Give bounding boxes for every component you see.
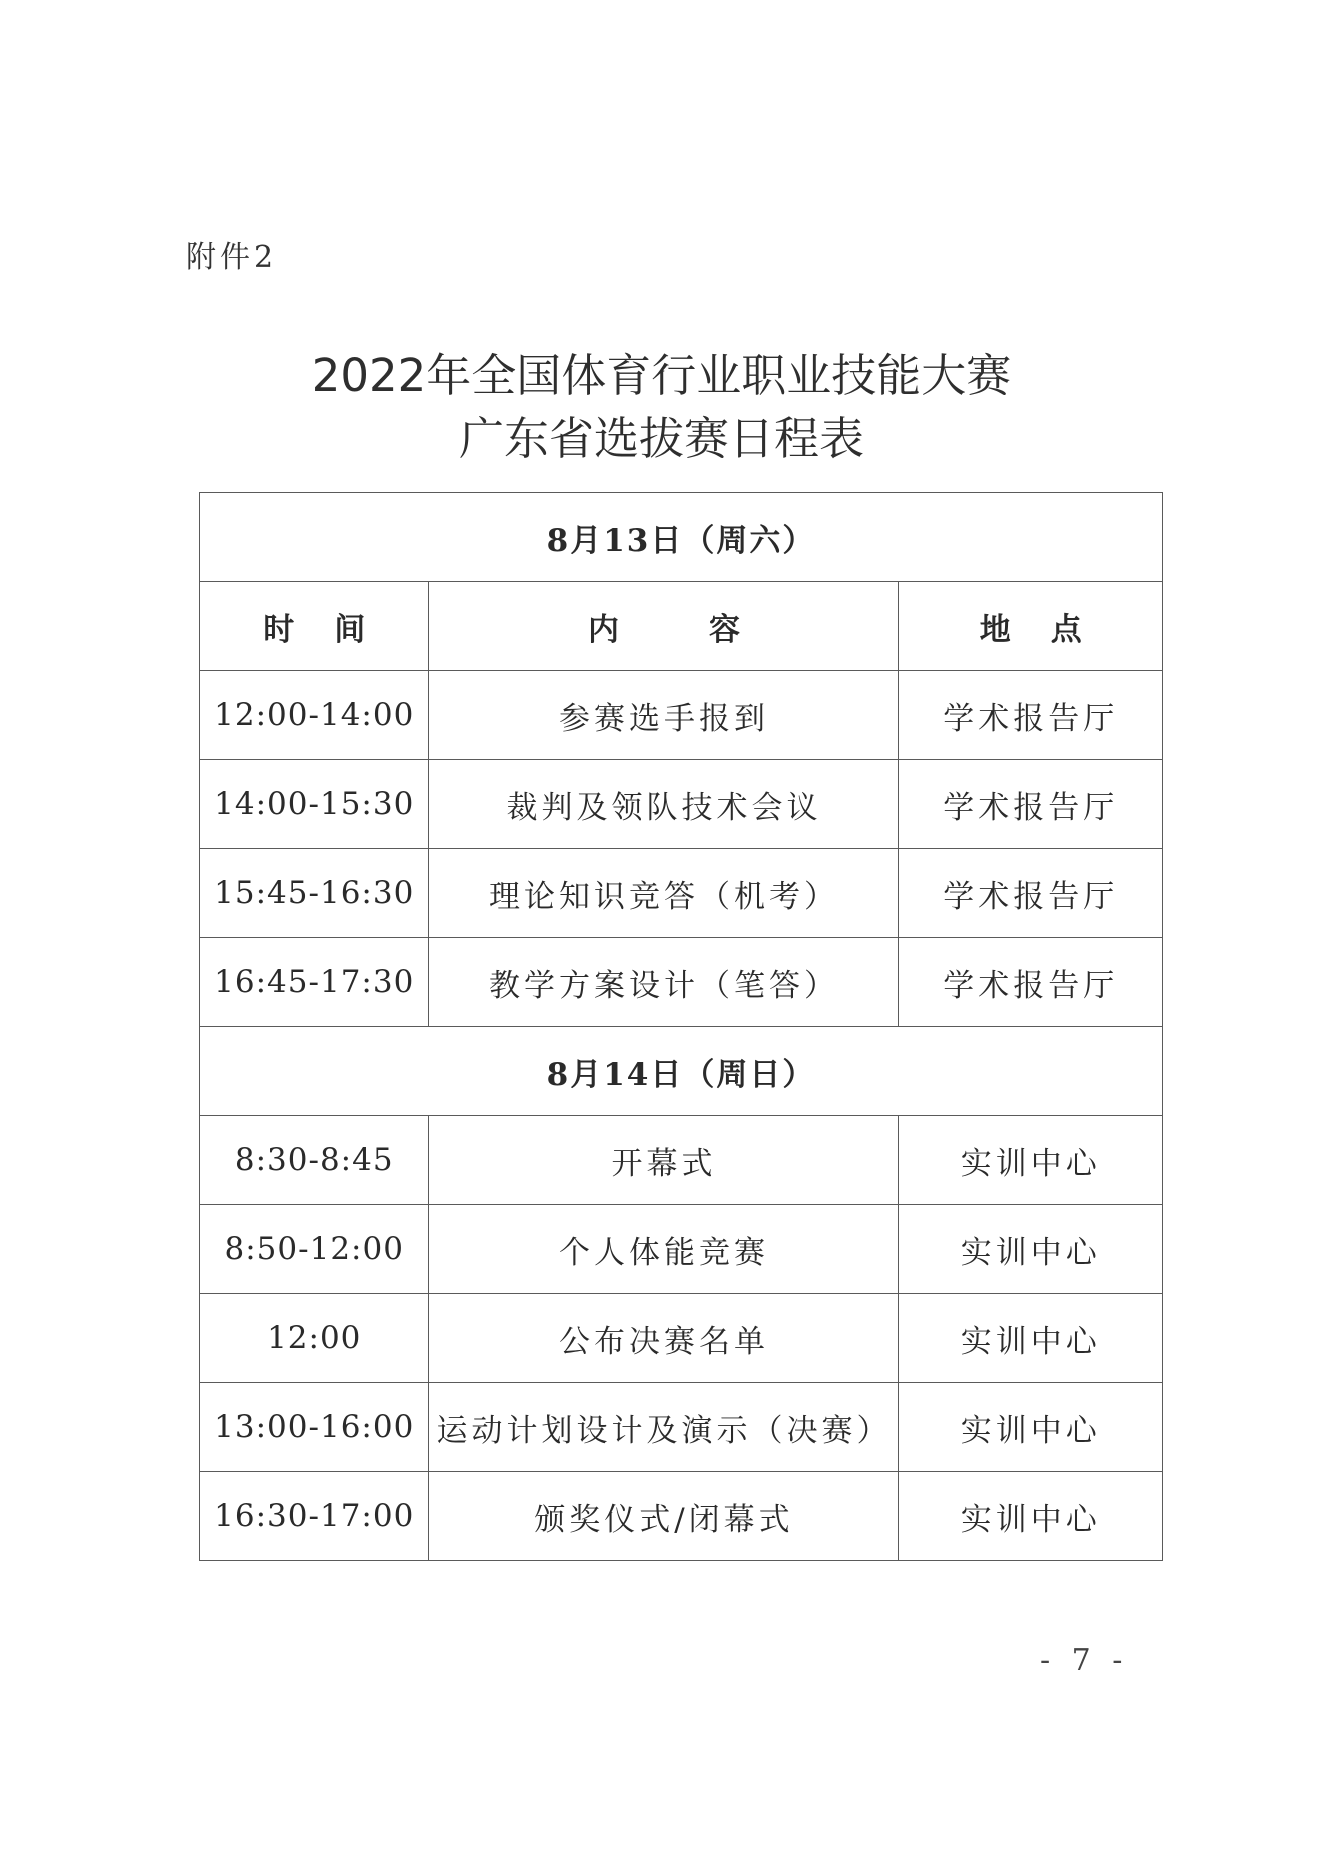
- place-cell: 实训中心: [899, 1294, 1163, 1383]
- content-cell: 个人体能竞赛: [429, 1205, 899, 1294]
- time-cell: 12:00-14:00: [200, 671, 429, 760]
- time-cell: 8:50-12:00: [200, 1205, 429, 1294]
- place-cell: 学术报告厅: [899, 938, 1163, 1027]
- date-heading-day1: 8月13日（周六）: [200, 493, 1163, 582]
- place-cell: 实训中心: [899, 1383, 1163, 1472]
- table-row: [200, 1205, 1163, 1294]
- content-cell: 理论知识竞答（机考）: [429, 849, 899, 938]
- header-place: [899, 582, 1163, 671]
- header-time-label: 时间: [263, 611, 406, 648]
- schedule-table: [199, 492, 1163, 1561]
- place-cell: 实训中心: [899, 1472, 1163, 1561]
- page-title-line1: 2022年全国体育行业职业技能大赛: [311, 349, 1012, 402]
- header-content-label: 内容: [587, 611, 830, 648]
- table-row: [200, 849, 1163, 938]
- time-cell: 15:45-16:30: [200, 849, 429, 938]
- time-cell: 12:00: [200, 1294, 429, 1383]
- table-row: [200, 938, 1163, 1027]
- header-time: [200, 582, 429, 671]
- time-cell: 16:30-17:00: [200, 1472, 429, 1561]
- place-cell: 学术报告厅: [899, 760, 1163, 849]
- place-cell: 学术报告厅: [899, 849, 1163, 938]
- content-cell: 裁判及领队技术会议: [429, 760, 899, 849]
- header-row: [200, 582, 1163, 671]
- header-content: [429, 582, 899, 671]
- content-cell: 参赛选手报到: [429, 671, 899, 760]
- content-cell: 运动计划设计及演示（决赛）: [429, 1383, 899, 1472]
- attachment-label: 附件2: [186, 240, 278, 275]
- time-cell: 14:00-15:30: [200, 760, 429, 849]
- place-cell: 实训中心: [899, 1205, 1163, 1294]
- date-heading-day2: 8月14日（周日）: [200, 1027, 1163, 1116]
- table-row: [200, 1294, 1163, 1383]
- table-row: [200, 1383, 1163, 1472]
- content-cell: 公布决赛名单: [429, 1294, 899, 1383]
- place-cell: 学术报告厅: [899, 671, 1163, 760]
- page-number: - 7 -: [1040, 1643, 1129, 1678]
- table-row: [200, 1116, 1163, 1205]
- date-row-day1: [200, 493, 1163, 582]
- table-row: [200, 1472, 1163, 1561]
- table-row: [200, 671, 1163, 760]
- content-cell: 颁奖仪式/闭幕式: [429, 1472, 899, 1561]
- content-cell: 教学方案设计（笔答）: [429, 938, 899, 1027]
- page-title-line2: 广东省选拔赛日程表: [458, 412, 864, 465]
- header-place-label: 地点: [979, 611, 1122, 648]
- table-row: [200, 760, 1163, 849]
- date-row-day2: [200, 1027, 1163, 1116]
- time-cell: 8:30-8:45: [200, 1116, 429, 1205]
- time-cell: 13:00-16:00: [200, 1383, 429, 1472]
- place-cell: 实训中心: [899, 1116, 1163, 1205]
- content-cell: 开幕式: [429, 1116, 899, 1205]
- time-cell: 16:45-17:30: [200, 938, 429, 1027]
